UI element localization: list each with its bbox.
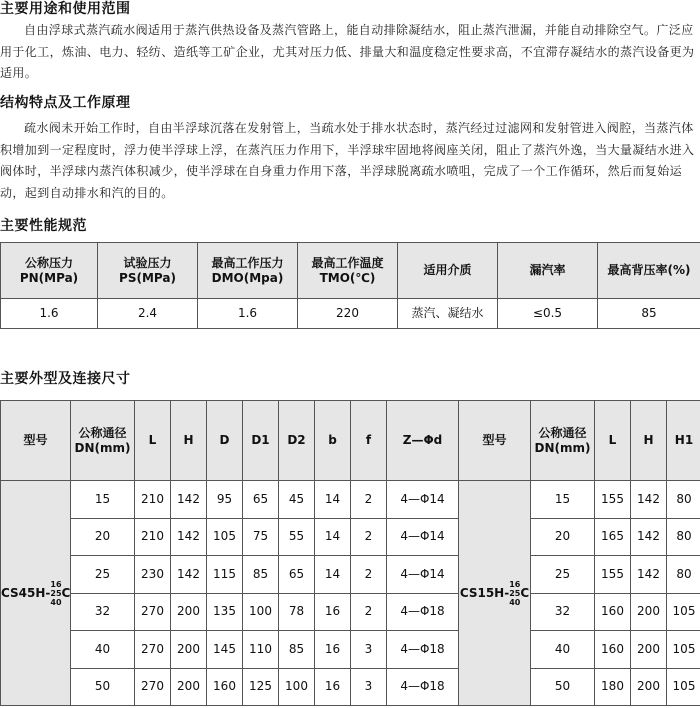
- dim-value-cell: 100: [279, 668, 315, 706]
- dim-value-cell: 105: [667, 668, 700, 706]
- dim-value-cell: 3: [351, 631, 387, 669]
- dim-value-cell: 14: [315, 518, 351, 556]
- dim-header-cell: [631, 401, 667, 481]
- dim-header-cell-line: 公称通径: [538, 425, 587, 440]
- dim-header-cell-line: H: [183, 433, 194, 447]
- dim-header-cell-line: f: [365, 433, 372, 447]
- dim-value-cell: 200: [631, 668, 667, 706]
- dim-header-cell: [279, 401, 315, 481]
- perf-value-cell: 蒸汽、凝结水: [398, 299, 498, 329]
- dim-header-cell: [351, 401, 387, 481]
- perf-value-cell: 85: [598, 299, 700, 329]
- dim-header-cell: [171, 401, 207, 481]
- perf-value-cell: ≤0.5: [498, 299, 598, 329]
- dim-value-cell: 160: [595, 631, 631, 669]
- dim-value-cell: 200: [171, 593, 207, 631]
- dim-value-cell: 25: [71, 556, 135, 594]
- dim-value-cell: 78: [279, 593, 315, 631]
- dim-value-cell: 2: [351, 518, 387, 556]
- perf-header-cell-line: DMO(Mpa): [211, 270, 284, 285]
- model-suffix: C: [61, 585, 71, 600]
- model-cell-right-label: [460, 580, 529, 607]
- perf-header-cell-line: 最高工作温度: [311, 255, 384, 270]
- dim-header-cell-line: D1: [251, 433, 270, 447]
- dim-value-cell: 155: [595, 556, 631, 594]
- dim-header-cell-line: D2: [287, 433, 306, 447]
- perf-header-cell-line: 试验压力: [123, 255, 172, 270]
- dim-value-cell: 20: [531, 518, 595, 556]
- dim-value-cell: 4—Φ14: [387, 518, 459, 556]
- dim-value-cell: 160: [207, 668, 243, 706]
- perf-header-cell: [398, 243, 498, 299]
- dim-value-cell: 75: [243, 518, 279, 556]
- dim-value-cell: 125: [243, 668, 279, 706]
- dim-header-cell-line: L: [608, 433, 617, 447]
- dim-value-cell: 80: [667, 518, 700, 556]
- dim-header-cell-line: H: [643, 433, 654, 447]
- performance-heading: 主要性能规范: [0, 218, 87, 234]
- dim-header-cell-line: b: [328, 433, 337, 447]
- dim-value-cell: 16: [315, 631, 351, 669]
- dim-value-cell: 80: [667, 481, 700, 519]
- dim-value-cell: 4—Φ18: [387, 668, 459, 706]
- dim-value-cell: 85: [279, 631, 315, 669]
- performance-table: [0, 242, 700, 329]
- model-pressure-mid: 25: [50, 588, 62, 598]
- perf-header-cell-line: 漏汽率: [529, 263, 566, 277]
- dim-header-cell: [667, 401, 700, 481]
- perf-header-cell-line: TMO(℃): [319, 270, 376, 285]
- dim-value-cell: 15: [531, 481, 595, 519]
- dim-value-cell: 165: [595, 518, 631, 556]
- dim-value-cell: 15: [71, 481, 135, 519]
- dim-header-cell: [387, 401, 459, 481]
- dim-header-cell-line: D: [219, 433, 230, 447]
- dim-value-cell: 115: [207, 556, 243, 594]
- perf-header-cell-line: 最高工作压力: [211, 255, 284, 270]
- dim-value-cell: 100: [243, 593, 279, 631]
- structure-paragraph: [0, 118, 700, 204]
- perf-header-cell: [98, 243, 198, 299]
- dim-value-cell: 32: [531, 593, 595, 631]
- dim-value-cell: 4—Φ18: [387, 631, 459, 669]
- model-pressure-mid: 25: [509, 588, 521, 598]
- dim-value-cell: 50: [71, 668, 135, 706]
- dim-value-cell: 142: [631, 518, 667, 556]
- dim-value-cell: 200: [171, 668, 207, 706]
- dim-value-cell: 270: [135, 668, 171, 706]
- dim-header-cell-line: 公称通径: [78, 425, 127, 440]
- perf-header-cell: [498, 243, 598, 299]
- dim-value-cell: 14: [315, 556, 351, 594]
- dim-value-cell: 2: [351, 556, 387, 594]
- dim-header-cell: [71, 401, 135, 481]
- perf-value-cell: 1.6: [1, 299, 98, 329]
- dim-value-cell: 110: [243, 631, 279, 669]
- dim-value-cell: 145: [207, 631, 243, 669]
- model-pressure-stack: [509, 580, 520, 607]
- table-row: [1, 631, 700, 669]
- dim-value-cell: 230: [135, 556, 171, 594]
- dim-value-cell: 40: [71, 631, 135, 669]
- dim-header-cell-line: DN(mm): [534, 440, 591, 455]
- dim-header-cell-line: DN(mm): [74, 440, 131, 455]
- perf-header-cell: [298, 243, 398, 299]
- dim-value-cell: 135: [207, 593, 243, 631]
- dim-header-cell-line: H1: [674, 433, 694, 447]
- perf-header-cell-line: 适用介质: [423, 263, 472, 277]
- dim-value-cell: 210: [135, 518, 171, 556]
- dim-value-cell: 95: [207, 481, 243, 519]
- dim-value-cell: 200: [631, 593, 667, 631]
- dim-value-cell: 2: [351, 593, 387, 631]
- perf-header-cell: [198, 243, 298, 299]
- dim-value-cell: 50: [531, 668, 595, 706]
- dim-value-cell: 105: [667, 631, 700, 669]
- dim-value-cell: 142: [171, 556, 207, 594]
- dim-value-cell: 85: [243, 556, 279, 594]
- dim-value-cell: 142: [631, 481, 667, 519]
- table-row: [1, 593, 700, 631]
- perf-value-cell: 2.4: [98, 299, 198, 329]
- model-cell-left: [1, 481, 71, 706]
- dim-value-cell: 155: [595, 481, 631, 519]
- dim-header-cell: [1, 401, 71, 481]
- dimensions-table: [0, 400, 700, 706]
- dim-value-cell: 16: [315, 668, 351, 706]
- dim-value-cell: 4—Φ14: [387, 556, 459, 594]
- dim-value-cell: 2: [351, 481, 387, 519]
- dim-value-cell: 65: [279, 556, 315, 594]
- model-cell-right: [459, 481, 531, 706]
- model-pressure-bottom: 40: [509, 597, 521, 607]
- dim-value-cell: 180: [595, 668, 631, 706]
- usage-heading: 主要用途和使用范围: [0, 1, 131, 17]
- dim-value-cell: 14: [315, 481, 351, 519]
- model-main: CS15H-: [459, 585, 510, 600]
- dim-value-cell: 142: [171, 481, 207, 519]
- dim-value-cell: 142: [631, 556, 667, 594]
- dim-value-cell: 200: [631, 631, 667, 669]
- dim-value-cell: 4—Φ18: [387, 593, 459, 631]
- dim-header-cell-line: 型号: [23, 433, 48, 447]
- dim-value-cell: 40: [531, 631, 595, 669]
- dim-value-cell: 142: [171, 518, 207, 556]
- dim-header-cell-line: Z—Φd: [402, 433, 443, 447]
- dim-header-cell-line: 型号: [482, 433, 507, 447]
- usage-paragraph: [0, 20, 700, 85]
- dim-value-cell: 160: [595, 593, 631, 631]
- perf-header-cell-line: PN(MPa): [19, 270, 79, 285]
- dim-header-cell-line: L: [148, 433, 157, 447]
- dim-header-cell: [315, 401, 351, 481]
- model-cell-left-label: [1, 580, 70, 607]
- perf-header-cell-line: 最高背压率(%): [607, 263, 691, 277]
- perf-header-cell: [1, 243, 98, 299]
- dim-value-cell: 270: [135, 631, 171, 669]
- dim-value-cell: 210: [135, 481, 171, 519]
- dimensions-heading: 主要外型及连接尺寸: [0, 371, 131, 387]
- dim-value-cell: 25: [531, 556, 595, 594]
- dim-value-cell: 20: [71, 518, 135, 556]
- dim-header-cell: [243, 401, 279, 481]
- table-row: [1, 481, 700, 519]
- dim-value-cell: 270: [135, 593, 171, 631]
- table-row: [1, 556, 700, 594]
- dim-value-cell: 200: [171, 631, 207, 669]
- dim-header-cell: [135, 401, 171, 481]
- model-main: CS45H-: [1, 585, 51, 600]
- perf-header-cell-line: PS(MPa): [119, 270, 176, 285]
- perf-value-cell: 1.6: [198, 299, 298, 329]
- dim-header-cell: [459, 401, 531, 481]
- model-pressure-top: 16: [50, 579, 62, 589]
- dim-header-cell: [595, 401, 631, 481]
- dim-value-cell: 65: [243, 481, 279, 519]
- perf-header-cell-line: 公称压力: [24, 255, 73, 270]
- model-pressure-stack: [50, 580, 61, 607]
- usage-text: 自由浮球式蒸汽疏水阀适用于蒸汽供热设备及蒸汽管路上，能自动排除凝结水，阻止蒸汽泄漏，并能自动排除空气。广泛应用于化工，炼油、电力、轻纺、造纸等工矿企业，尤其对压力低、排量大和温度稳定性要求高，不宜滞存凝结水的蒸汽设备更为适用。: [0, 23, 695, 80]
- model-pressure-top: 16: [509, 579, 521, 589]
- perf-header-cell: [598, 243, 700, 299]
- dim-value-cell: 32: [71, 593, 135, 631]
- table-row: [1, 668, 700, 706]
- model-pressure-bottom: 40: [50, 597, 62, 607]
- dim-value-cell: 16: [315, 593, 351, 631]
- dim-value-cell: 105: [667, 593, 700, 631]
- table-row: [1, 518, 700, 556]
- structure-heading: 结构特点及工作原理: [0, 95, 131, 111]
- dim-header-cell: [531, 401, 595, 481]
- dim-value-cell: 80: [667, 556, 700, 594]
- dim-value-cell: 55: [279, 518, 315, 556]
- dim-value-cell: 4—Φ14: [387, 481, 459, 519]
- structure-text: 疏水阀未开始工作时，自由半浮球沉落在发射管上，当疏水处于排水状态时，蒸汽经过过滤网和发射管进入阀腔，当蒸汽体积增加到一定程度时，浮力使半浮球上浮，在蒸汽压力作用下，半浮球牢固地将阀座关闭，阻止了蒸汽外逸，当大量凝结水进入阀体时，半浮球内蒸汽体积减少，使半浮球在自身重力作用下落，半浮球脱离疏水喷咀，完成了一个工作循环，然后而复始运动，起到自动排水和汽的目的。: [0, 121, 695, 200]
- dim-value-cell: 3: [351, 668, 387, 706]
- dim-value-cell: 45: [279, 481, 315, 519]
- dim-value-cell: 105: [207, 518, 243, 556]
- perf-value-cell: 220: [298, 299, 398, 329]
- dim-header-cell: [207, 401, 243, 481]
- model-suffix: C: [520, 585, 530, 600]
